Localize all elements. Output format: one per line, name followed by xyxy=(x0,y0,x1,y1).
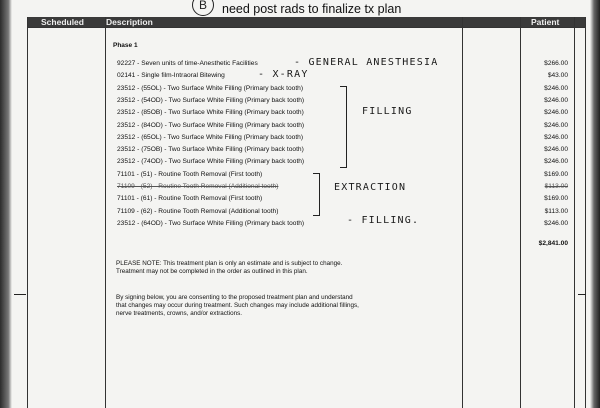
procedure-amount: $246.00 xyxy=(544,109,568,117)
procedure-description: 23512 - (85OB) - Two Surface White Filling (Primary back tooth) xyxy=(117,109,304,117)
phase-label: Phase 1 xyxy=(113,42,138,49)
procedure-amount: $246.00 xyxy=(544,219,568,227)
procedure-amount: $246.00 xyxy=(544,84,568,92)
procedure-description: 71101 - (51) - Routine Tooth Removal (First tooth) xyxy=(117,170,263,178)
table-header xyxy=(27,17,585,27)
procedure-amount: $113.00 xyxy=(544,207,568,215)
procedure-description: 92227 - Seven units of time-Anesthetic Facilities xyxy=(117,60,258,67)
procedure-amount: $266.00 xyxy=(544,60,568,67)
procedure-amount: $246.00 xyxy=(544,133,568,141)
procedure-description: 23512 - (64OD) - Two Surface White Filling (Primary back tooth) xyxy=(117,219,305,227)
extraction-bracket xyxy=(313,173,320,216)
procedure-description: 23512 - (55OL) - Two Surface White Filling (Primary back tooth) xyxy=(117,84,304,92)
handwritten-filling-single: - FILLING. xyxy=(347,215,420,226)
grid-line xyxy=(574,17,575,408)
grid-line xyxy=(27,27,585,28)
scan-shadow-right xyxy=(590,0,600,408)
grid-line xyxy=(462,17,463,408)
grid-line xyxy=(520,17,521,408)
grid-line xyxy=(27,17,28,408)
procedure-description: 23512 - (65OL) - Two Surface White Filling (Primary back tooth) xyxy=(117,133,304,141)
procedure-description: 23512 - (74OD) - Two Surface White Filling (Primary back tooth) xyxy=(117,158,305,166)
filling-bracket xyxy=(340,86,347,168)
procedure-amount: $246.00 xyxy=(544,96,568,104)
consent-note: By signing below, you are consenting to the proposed treatment plan and understand that changes may occur during treatment. Such changes may include additional fillings, nerve treatments, crowns, and/or extractions. xyxy=(116,294,359,317)
procedure-amount: $246.00 xyxy=(544,158,568,166)
procedure-amount: $43.00 xyxy=(547,72,568,80)
grid-line xyxy=(105,17,106,408)
handwritten-anesthesia: - GENERAL ANESTHESIA xyxy=(294,57,439,68)
procedure-amount: $246.00 xyxy=(544,121,568,129)
handwritten-header-note: need post rads to finalize tx plan xyxy=(222,2,402,16)
procedure-amount: $169.00 xyxy=(544,170,568,178)
procedure-amount: $246.00 xyxy=(544,146,568,154)
estimate-note: PLEASE NOTE: This treatment plan is only an estimate and is subject to change. Treatment may not be completed in the order as outlined in this plan. xyxy=(116,260,343,275)
circled-letter: B xyxy=(192,0,214,16)
margin-tick xyxy=(14,294,26,295)
handwritten-filling-group: FILLING xyxy=(362,106,413,117)
procedure-description: 23512 - (75OB) - Two Surface White Filling (Primary back tooth) xyxy=(117,146,304,154)
procedure-amount: $169.00 xyxy=(544,195,568,203)
handwritten-extraction-group: EXTRACTION xyxy=(334,182,407,193)
col-scheduled: Scheduled xyxy=(41,17,84,27)
handwritten-xray: - X-RAY xyxy=(258,69,309,80)
procedure-description: 71109 - (52) - Routine Tooth Removal (Additional tooth) xyxy=(117,183,279,190)
procedure-description: 71101 - (61) - Routine Tooth Removal (First tooth) xyxy=(117,195,263,203)
total-amount: $2,841.00 xyxy=(538,240,568,247)
grid-line xyxy=(585,17,586,408)
procedure-description: 23512 - (54OD) - Two Surface White Filling (Primary back tooth) xyxy=(117,96,305,104)
scan-shadow-left xyxy=(0,0,12,408)
procedure-description: 23512 - (84OD) - Two Surface White Filling (Primary back tooth) xyxy=(117,121,305,129)
procedure-description: 02141 - Single film-Intraoral Bitewing xyxy=(117,72,225,80)
margin-tick xyxy=(578,294,586,295)
procedure-description: 71109 - (62) - Routine Tooth Removal (Additional tooth) xyxy=(117,207,279,215)
procedure-amount: $113.00 xyxy=(544,183,568,190)
col-description: Description xyxy=(106,17,153,27)
col-patient: Patient xyxy=(531,17,560,27)
